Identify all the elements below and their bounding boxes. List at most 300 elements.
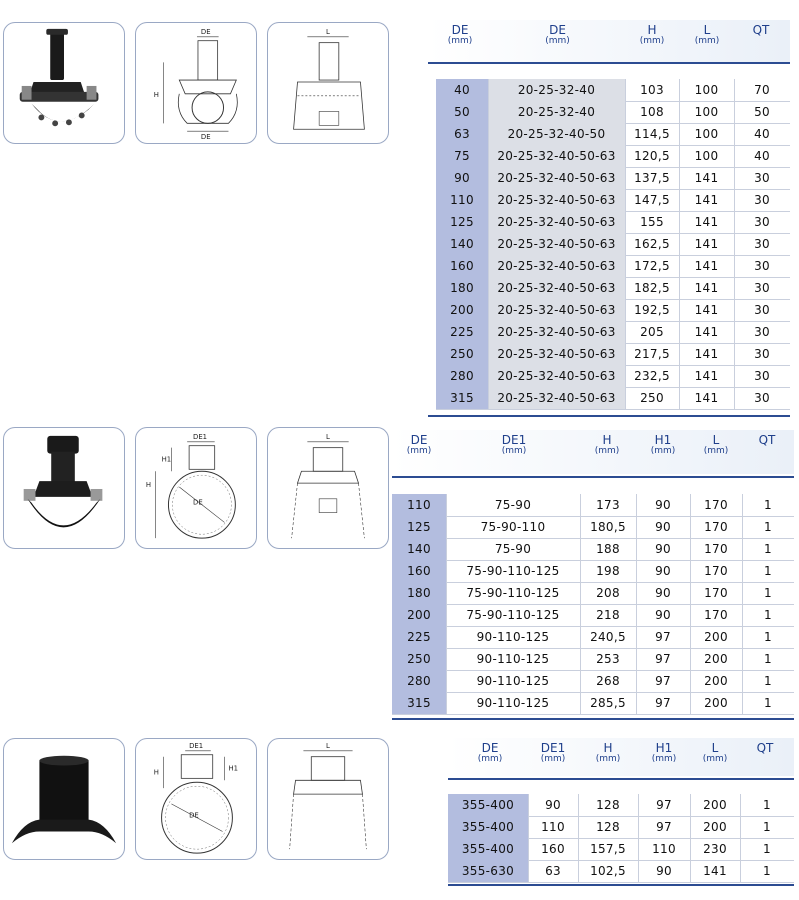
table-cell: 75-90-110-125	[466, 586, 560, 600]
col-label: H	[602, 433, 612, 447]
column-divider	[488, 123, 489, 145]
column-divider	[734, 299, 735, 321]
table-cell: 180	[436, 277, 488, 299]
column-divider	[580, 604, 581, 626]
table-cell: 147,5	[634, 193, 670, 207]
col-unit: (mm)	[501, 446, 527, 456]
table-cell: 141	[694, 215, 719, 229]
col-label: DE	[549, 23, 566, 37]
table-cell: 157,5	[590, 842, 626, 856]
label-h1: H1	[228, 764, 239, 773]
column-divider	[578, 816, 579, 838]
table-cell: 90	[436, 167, 488, 189]
column-divider	[690, 516, 691, 538]
column-divider	[690, 582, 691, 604]
table-2	[392, 430, 794, 720]
table-cell: 110	[392, 494, 446, 516]
column-divider	[580, 516, 581, 538]
column-divider	[690, 816, 691, 838]
table-row	[392, 670, 794, 693]
column-divider	[580, 538, 581, 560]
column-divider	[446, 494, 447, 516]
col-label: DE1	[501, 433, 527, 447]
table-cell: 200	[436, 299, 488, 321]
column-divider	[690, 838, 691, 860]
column-divider	[734, 79, 735, 101]
table-cell: 141	[694, 369, 719, 383]
col-label: L	[711, 741, 719, 755]
table-cell: 30	[754, 303, 770, 317]
label-de1: DE1	[189, 741, 204, 750]
column-divider	[625, 79, 626, 101]
column-divider	[528, 794, 529, 816]
column-divider	[488, 101, 489, 123]
column-divider	[690, 794, 691, 816]
product-photo-3	[3, 738, 125, 860]
table-cell: 100	[694, 105, 719, 119]
table-cell: 155	[640, 215, 664, 229]
label-h: H	[153, 768, 159, 777]
table-cell: 90	[655, 542, 671, 556]
table-cell: 75-90	[494, 542, 532, 556]
column-divider	[734, 387, 735, 409]
table-cell: 172,5	[634, 259, 670, 273]
col-header-de1	[530, 738, 576, 776]
column-divider	[734, 101, 735, 123]
col-unit: (mm)	[703, 446, 729, 456]
table-cell: 1	[764, 674, 772, 688]
table-cell: 100	[694, 127, 719, 141]
column-divider	[679, 277, 680, 299]
column-divider	[636, 648, 637, 670]
column-divider	[638, 860, 639, 882]
column-divider	[679, 123, 680, 145]
table-cell: 20-25-32-40-50-63	[488, 233, 625, 255]
branch-saddle-side-drawing	[268, 428, 388, 548]
column-divider	[690, 538, 691, 560]
column-divider	[580, 692, 581, 714]
col-label: H	[603, 741, 613, 755]
col-unit: (mm)	[702, 754, 728, 764]
table-cell: 97	[656, 820, 672, 834]
col-header-h	[626, 20, 678, 62]
column-divider	[446, 692, 447, 714]
col-unit: (mm)	[477, 754, 503, 764]
column-divider	[734, 211, 735, 233]
col-label: H	[647, 23, 657, 37]
table-cell: 30	[754, 281, 770, 295]
table-cell: 97	[655, 696, 671, 710]
table-cell: 198	[596, 564, 620, 578]
column-divider	[580, 582, 581, 604]
table-row	[392, 494, 794, 517]
col-header-l	[690, 738, 740, 776]
column-divider	[742, 626, 743, 648]
col-unit: (mm)	[540, 754, 566, 764]
table-cell: 141	[703, 864, 727, 878]
table-cell: 63	[545, 864, 561, 878]
column-divider	[742, 582, 743, 604]
col-unit: (mm)	[694, 36, 720, 46]
column-divider	[734, 145, 735, 167]
table-cell: 90	[545, 798, 561, 812]
table-cell: 140	[392, 538, 446, 560]
table-cell: 1	[764, 520, 772, 534]
column-divider	[679, 365, 680, 387]
table-row	[436, 321, 790, 344]
table-cell: 315	[436, 387, 488, 409]
table-cell: 20-25-32-40-50-63	[488, 321, 625, 343]
column-divider	[488, 167, 489, 189]
table-cell: 50	[754, 105, 770, 119]
table-row	[392, 604, 794, 627]
table-row	[392, 582, 794, 605]
table-row	[436, 255, 790, 278]
col-header-l	[690, 430, 742, 474]
column-divider	[734, 321, 735, 343]
table-cell: 125	[392, 516, 446, 538]
table-cell: 205	[640, 325, 664, 339]
column-divider	[742, 494, 743, 516]
table-cell: 141	[694, 237, 719, 251]
table-cell: 30	[754, 237, 770, 251]
table-cell: 141	[694, 325, 719, 339]
column-divider	[679, 387, 680, 409]
column-divider	[625, 277, 626, 299]
table-cell: 75	[436, 145, 488, 167]
col-unit: (mm)	[639, 36, 665, 46]
col-unit: (mm)	[595, 754, 621, 764]
label-de: DE	[193, 498, 203, 507]
table-cell: 180,5	[590, 520, 626, 534]
label-h1: H1	[161, 455, 172, 464]
table-cell: 250	[392, 648, 446, 670]
column-divider	[740, 794, 741, 816]
col-header-qt	[736, 20, 786, 62]
table-cell: 97	[655, 674, 671, 688]
col-unit: (mm)	[447, 36, 473, 46]
col-label: DE	[410, 433, 428, 447]
table-cell: 200	[703, 820, 727, 834]
table-cell: 355-400	[448, 816, 528, 838]
table-cell: 40	[754, 127, 770, 141]
table-cell: 280	[436, 365, 488, 387]
table-cell: 1	[764, 564, 772, 578]
column-divider	[679, 233, 680, 255]
dimension-diagram-2	[135, 427, 257, 549]
table-cell: 217,5	[634, 347, 670, 361]
column-divider	[742, 516, 743, 538]
column-divider	[636, 538, 637, 560]
table-cell: 208	[596, 586, 620, 600]
column-divider	[446, 538, 447, 560]
column-divider	[638, 838, 639, 860]
table-cell: 20-25-32-40-50-63	[488, 255, 625, 277]
table-cell: 128	[596, 798, 620, 812]
table-cell: 75-90-110-125	[466, 564, 560, 578]
table-row	[392, 560, 794, 583]
product-photo-1	[3, 22, 125, 144]
column-divider	[638, 816, 639, 838]
table-cell: 225	[392, 626, 446, 648]
table-cell: 200	[704, 696, 728, 710]
column-divider	[690, 626, 691, 648]
table-cell: 280	[392, 670, 446, 692]
side-view-diagram-2	[267, 427, 389, 549]
column-divider	[742, 692, 743, 714]
column-divider	[734, 343, 735, 365]
column-divider	[734, 123, 735, 145]
table-1	[428, 20, 790, 420]
table-row	[436, 167, 790, 190]
header-rule	[428, 62, 790, 64]
label-h: H	[145, 481, 152, 490]
table-cell: 137,5	[634, 171, 670, 185]
column-divider	[734, 255, 735, 277]
col-label: L	[712, 433, 720, 447]
table-cell: 70	[754, 83, 770, 97]
header-rule	[392, 476, 794, 478]
table-cell: 192,5	[634, 303, 670, 317]
table-cell: 268	[596, 674, 620, 688]
table-cell: 30	[754, 193, 770, 207]
table-cell: 141	[694, 347, 719, 361]
label-h: H	[153, 90, 159, 99]
table-cell: 103	[640, 83, 664, 97]
table-cell: 180	[392, 582, 446, 604]
column-divider	[446, 582, 447, 604]
table-row	[436, 299, 790, 322]
table-cell: 30	[754, 347, 770, 361]
column-divider	[740, 816, 741, 838]
label-de: DE	[189, 811, 199, 820]
column-divider	[580, 626, 581, 648]
col-header-qt	[740, 738, 790, 776]
table-cell: 173	[596, 498, 620, 512]
table-cell: 90	[655, 608, 671, 622]
table-cell: 232,5	[634, 369, 670, 383]
column-divider	[528, 816, 529, 838]
table-row	[392, 626, 794, 649]
table-cell: 218	[596, 608, 620, 622]
col-label: QT	[752, 23, 770, 37]
column-divider	[742, 538, 743, 560]
col-header-h1	[638, 738, 690, 776]
table-cell: 125	[436, 211, 488, 233]
table-row	[448, 816, 794, 839]
column-divider	[636, 692, 637, 714]
table-cell: 20-25-32-40	[488, 101, 625, 123]
column-divider	[742, 648, 743, 670]
table-1-body	[436, 79, 790, 409]
column-divider	[636, 516, 637, 538]
table-cell: 90-110-125	[476, 696, 550, 710]
column-divider	[690, 648, 691, 670]
table-row	[436, 211, 790, 234]
table-row	[392, 516, 794, 539]
table-cell: 20-25-32-40-50-63	[488, 167, 625, 189]
table-cell: 141	[694, 281, 719, 295]
column-divider	[636, 670, 637, 692]
table-row	[448, 794, 794, 817]
column-divider	[488, 189, 489, 211]
saddle-fitting-photo	[4, 23, 124, 143]
col-label: L	[703, 23, 711, 37]
column-divider	[488, 321, 489, 343]
table-cell: 1	[764, 696, 772, 710]
footer-rule	[392, 718, 794, 720]
column-divider	[690, 692, 691, 714]
large-saddle-dimension-drawing	[136, 739, 256, 859]
saddle-dimension-drawing	[136, 23, 256, 143]
col-header-de	[432, 20, 488, 62]
column-divider	[690, 560, 691, 582]
table-cell: 141	[694, 171, 719, 185]
table-cell: 97	[655, 630, 671, 644]
table-row	[392, 538, 794, 561]
header-rule	[448, 778, 794, 780]
table-2-body	[392, 494, 794, 715]
table-cell: 200	[704, 674, 728, 688]
column-divider	[638, 794, 639, 816]
table-row	[392, 692, 794, 715]
column-divider	[625, 123, 626, 145]
column-divider	[679, 321, 680, 343]
col-label: H1	[655, 741, 673, 755]
column-divider	[625, 145, 626, 167]
table-row	[436, 145, 790, 168]
table-cell: 170	[704, 564, 728, 578]
table-cell: 30	[754, 171, 770, 185]
table-row	[436, 365, 790, 388]
table-cell: 97	[656, 798, 672, 812]
column-divider	[636, 494, 637, 516]
table-cell: 1	[763, 842, 771, 856]
column-divider	[528, 860, 529, 882]
saddle-side-drawing	[268, 23, 388, 143]
branch-saddle-photo	[4, 428, 124, 548]
column-divider	[679, 101, 680, 123]
table-cell: 40	[754, 149, 770, 163]
table-cell: 170	[704, 520, 728, 534]
column-divider	[578, 860, 579, 882]
column-divider	[625, 343, 626, 365]
label-de1: DE1	[193, 432, 208, 441]
table-cell: 160	[541, 842, 565, 856]
table-cell: 90-110-125	[476, 674, 550, 688]
column-divider	[679, 211, 680, 233]
table-cell: 75-90	[494, 498, 532, 512]
side-view-diagram-1	[267, 22, 389, 144]
table-cell: 90	[655, 520, 671, 534]
col-header-de	[392, 430, 446, 474]
col-unit: (mm)	[594, 446, 620, 456]
table-cell: 315	[392, 692, 446, 714]
column-divider	[690, 860, 691, 882]
table-cell: 90-110-125	[476, 652, 550, 666]
column-divider	[580, 494, 581, 516]
table-cell: 97	[655, 652, 671, 666]
table-row	[436, 101, 790, 124]
table-row	[448, 860, 794, 883]
table-cell: 110	[436, 189, 488, 211]
column-divider	[488, 79, 489, 101]
table-cell: 170	[704, 586, 728, 600]
col-header-h	[580, 430, 634, 474]
column-divider	[636, 604, 637, 626]
dimension-diagram-3	[135, 738, 257, 860]
column-divider	[679, 255, 680, 277]
table-row	[436, 277, 790, 300]
column-divider	[679, 145, 680, 167]
column-divider	[742, 560, 743, 582]
table-cell: 225	[436, 321, 488, 343]
table-cell: 90	[655, 586, 671, 600]
column-divider	[578, 794, 579, 816]
column-divider	[446, 670, 447, 692]
dimension-diagram-1	[135, 22, 257, 144]
table-cell: 20-25-32-40-50-63	[488, 277, 625, 299]
table-cell: 20-25-32-40-50-63	[488, 189, 625, 211]
column-divider	[488, 299, 489, 321]
table-cell: 200	[704, 630, 728, 644]
table-cell: 170	[704, 542, 728, 556]
table-cell: 40	[436, 79, 488, 101]
product-photo-2	[3, 427, 125, 549]
column-divider	[488, 387, 489, 409]
table-row	[392, 648, 794, 671]
table-cell: 20-25-32-40-50-63	[488, 299, 625, 321]
table-3	[448, 738, 794, 888]
column-divider	[740, 838, 741, 860]
table-cell: 30	[754, 391, 770, 405]
table-cell: 75-90-110	[480, 520, 546, 534]
table-cell: 20-25-32-40-50-63	[488, 387, 625, 409]
footer-rule	[428, 415, 790, 417]
table-cell: 108	[640, 105, 664, 119]
table-cell: 160	[392, 560, 446, 582]
col-header-de	[452, 738, 528, 776]
table-cell: 182,5	[634, 281, 670, 295]
table-row	[436, 343, 790, 366]
table-cell: 1	[763, 864, 771, 878]
table-cell: 200	[704, 652, 728, 666]
column-divider	[580, 670, 581, 692]
column-divider	[446, 626, 447, 648]
table-cell: 110	[541, 820, 565, 834]
table-cell: 20-25-32-40-50-63	[488, 211, 625, 233]
table-row	[448, 838, 794, 861]
table-cell: 1	[764, 652, 772, 666]
table-cell: 100	[694, 83, 719, 97]
table-cell: 1	[764, 498, 772, 512]
column-divider	[636, 582, 637, 604]
col-label: DE	[481, 741, 499, 755]
table-cell: 140	[436, 233, 488, 255]
col-unit: (mm)	[650, 446, 676, 456]
table-cell: 355-630	[448, 860, 528, 882]
col-label: QT	[756, 741, 774, 755]
label-l: L	[326, 432, 330, 441]
table-row	[436, 79, 790, 102]
table-cell: 160	[436, 255, 488, 277]
column-divider	[528, 838, 529, 860]
large-saddle-side-drawing	[268, 739, 388, 859]
table-cell: 63	[436, 123, 488, 145]
column-divider	[625, 321, 626, 343]
table-cell: 30	[754, 215, 770, 229]
column-divider	[740, 860, 741, 882]
